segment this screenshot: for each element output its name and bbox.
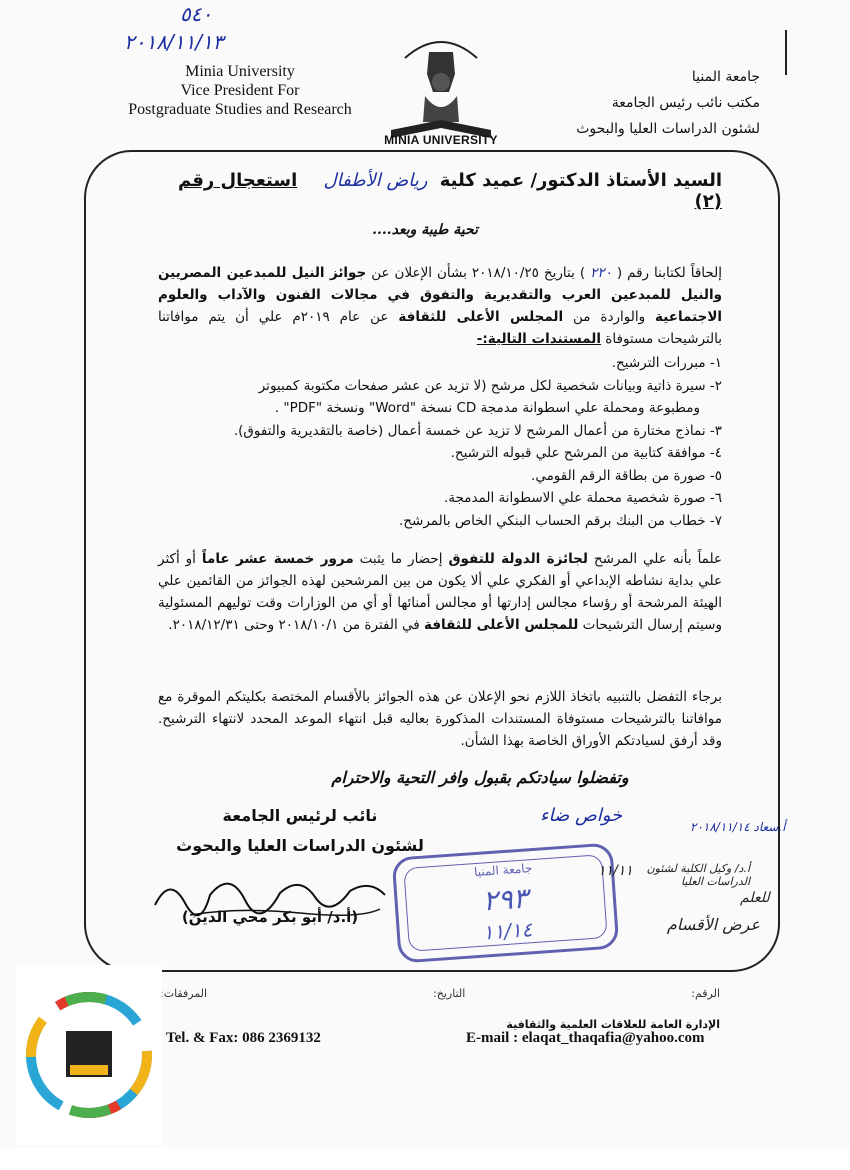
en-line-3: Postgraduate Studies and Research (128, 101, 352, 118)
handwritten-note-5: للعلم (740, 890, 770, 906)
p1-bold2: المجلس الأعلى للثقافة (398, 309, 564, 325)
p2-part2: إحضار ما يثبت (353, 551, 449, 567)
requirement-item: ٢- سيرة ذاتية وبيانات شخصية لكل مرشح (لا تزيد عن عشر صفحات مكتوبة كمبيوتر (258, 377, 722, 394)
p2-bold1: لجائزة الدولة للتفوق (448, 551, 588, 567)
p2-part4: في الفترة من ٢٠١٨/١٠/١ وحتى ٢٠١٨/١٢/٣١. (168, 617, 425, 633)
p2-part1: علماً بأنه علي المرشح (587, 551, 723, 567)
addressee-line (160, 170, 722, 212)
faculty-handwritten: رياض الأطفال (323, 170, 428, 191)
handwritten-note-1: خواص ضاء (540, 805, 623, 826)
p1-part3: والواردة من (563, 309, 656, 325)
english-letterhead (105, 62, 375, 119)
p1-bold1: جوائز النيل للمبدعين المصريين والنيل للمبدعين العرب والتقديرية والتفوق في مجالات الفنون والآداب والعلوم الاجتماعية (158, 265, 723, 325)
en-line-2: Vice President For (180, 82, 300, 99)
greeting: تحية طيبة وبعد.... (372, 222, 478, 238)
urgent-label: استعجال رقم (٢) (178, 170, 722, 212)
requirements-list (158, 352, 722, 532)
stamp-number: ٢٩٣ (481, 881, 529, 918)
paragraph-1 (158, 262, 722, 350)
signatory-title-1: نائب لرئيس الجامعة (222, 806, 378, 825)
university-logo (385, 22, 497, 150)
p1-part2: ) بتاريخ ٢٠١٨/١٠/٢٥ بشأن الإعلان عن (366, 265, 591, 281)
ar-line-2: مكتب نائب رئيس الجامعة (611, 95, 760, 111)
p2-bold2: مرور خمسة عشر عاماً (201, 551, 354, 567)
requirement-item: ومطبوعة ومحملة علي اسطوانة مدمجة CD نسخة "Word" ونسخة "PDF" . (274, 400, 700, 416)
p2-bold3: للمجلس الأعلى للثقافة (424, 617, 579, 633)
handwritten-note-3: ١١/١١ (598, 863, 633, 879)
form-number: الرقم: (691, 987, 720, 1000)
requirement-item: ١- مبررات الترشيح. (611, 355, 722, 371)
p2-part3: أو أكثر علي بداية نشاطه الإبداعي أو الفكري علي ألا يكون من بين المرشحين لهذه الجوائز من القائمين علي الهيئة المرشحة أو رؤساء مجالس إدارتها أو مجالس أمنائها أو أي من الوزارات وقت توليهم المسئولية وسيتم إرسال الترشيحات (158, 551, 722, 633)
paragraph-2 (158, 548, 722, 636)
p1-part1: إلحاقاً لكتابنا رقم ( (611, 265, 722, 281)
requirement-item: ٦- صورة شخصية محملة علي الاسطوانة المدمجة. (444, 490, 722, 506)
closing-line: وتفضلوا سيادتكم بقبول وافر التحية والاحترام (331, 768, 629, 787)
salutation: السيد الأستاذ الدكتور/ عميد كلية (439, 170, 722, 191)
form-fields-line (160, 987, 720, 1000)
ar-line-3: لشئون الدراسات العليا والبحوث (576, 121, 760, 137)
form-date: التاريخ: (433, 987, 466, 1000)
p1-ref-number: ٢٢٠ (590, 265, 612, 281)
p1-part4: عن عام ٢٠١٩م علي أن يتم موافاتنا بالترشيحات مستوفاة (158, 309, 722, 347)
signatory-name: (أ.د/ أبو بكر محي الدين) (181, 908, 359, 926)
paragraph-3: برجاء التفضل بالتنبيه باتخاذ اللازم نحو الإعلان عن هذه الجوائز بالأقسام المختصة بكليتكم الموقرة مع موافاتنا بالترشيحات مستوفاة المستندات المذكورة بعاليه قبل انتهاء الموعد المحدد لانتهاء الترشيح. وقد أرفق لسيادتكم الأوراق الخاصة بهذا الشأن. (158, 689, 722, 749)
footer-department: الإدارة العامة للعلاقات العلمية والثقافية (506, 1018, 720, 1031)
footer-tel: Tel. & Fax: 086 2369132 (166, 1030, 321, 1046)
en-line-1: Minia University (185, 63, 295, 80)
requirement-item: ٥- صورة من بطاقة الرقم القومي. (531, 467, 722, 484)
received-stamp (392, 842, 620, 963)
watermark-logo (16, 965, 162, 1145)
requirement-item: ٣- نماذج مختارة من أعمال المرشح لا تزيد عن خمسة أعمال (خاصة بالتقديرية والتفوق). (233, 422, 722, 439)
ar-line-1: جامعة المنيا (691, 69, 760, 85)
handwritten-note-2: أ.سعاد ٢٠١٨/١١/١٤ (690, 820, 786, 834)
page-bottom (0, 1148, 850, 1170)
logo-wordmark: MINIA UNIVERSITY (384, 133, 498, 147)
stamp-label: جامعة المنيا (473, 861, 533, 880)
form-attachments: المرفقات: (160, 987, 208, 1000)
footer-email: E-mail : elaqat_thaqafia@yahoo.com (466, 1030, 705, 1046)
arabic-letterhead (500, 64, 760, 142)
stamp-date: ١١/١٤ (481, 917, 534, 945)
signatory-title-2: لشئون الدراسات العليا والبحوث (176, 836, 424, 855)
handwritten-date: ٢٠١٨/١١/١٣ (124, 30, 224, 54)
requirement-item: ٤- موافقة كتابية من المرشح علي قبوله الترشيح. (450, 445, 722, 461)
margin-line (785, 30, 787, 75)
handwritten-note-4: أ.د/ وكيل الكلية لشئون الدراسات العليا (646, 862, 750, 888)
requirement-item: ٧- خطاب من البنك برقم الحساب البنكي الخاص بالمرشح. (399, 512, 722, 529)
handwritten-note-6: عرض الأقسام (666, 915, 760, 934)
handwritten-number: ٥٤٠ (180, 2, 213, 26)
p1-bold3: المستندات التالية:- (476, 331, 602, 347)
